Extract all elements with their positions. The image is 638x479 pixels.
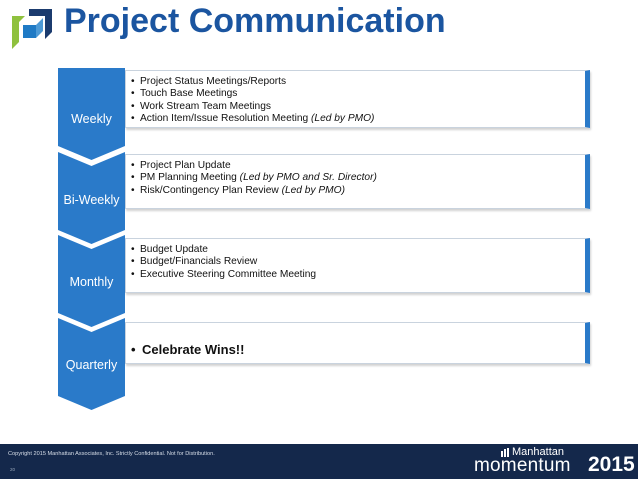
list-item: [131, 172, 585, 184]
event-year: 2015: [588, 453, 635, 476]
list-item-text: Project Status Meetings/Reports: [140, 76, 287, 87]
list-item-text: Executive Steering Committee Meeting: [140, 268, 317, 280]
stage-box-3: [125, 322, 590, 364]
stage-box-1: [125, 154, 590, 209]
list-item: [131, 185, 585, 197]
list-item: [131, 160, 585, 172]
list-item: [131, 76, 585, 88]
stage-label: Bi-Weekly: [63, 193, 120, 207]
stage-item-list: [126, 71, 585, 126]
list-item: [131, 256, 585, 268]
stage-label: Weekly: [71, 112, 112, 126]
list-item: [131, 88, 585, 100]
list-item-note: (Led by PMO and Sr. Director): [239, 172, 377, 184]
list-item: [131, 342, 585, 358]
product-name: momentum: [474, 455, 571, 476]
stage-chevron-0: [58, 68, 125, 160]
list-item-text: Budget Update: [140, 244, 208, 255]
list-item-text: Celebrate Wins!!: [142, 342, 245, 357]
list-item-text: PM Planning Meeting: [140, 172, 240, 184]
stage-box-0: [125, 70, 590, 128]
footer-bar: [0, 444, 638, 479]
list-item-text: Touch Base Meetings: [140, 88, 238, 100]
list-item-text: Risk/Contingency Plan Review: [140, 184, 282, 196]
list-item-text: Project Plan Update: [140, 160, 231, 171]
list-item: [131, 244, 585, 256]
list-item-note: (Led by PMO): [281, 184, 345, 196]
stage-box-2: [125, 238, 590, 293]
brand-name: Manhattan: [512, 446, 564, 458]
list-item-note: (Led by PMO): [311, 113, 375, 125]
list-item-text: Budget/Financials Review: [140, 256, 258, 268]
copyright-text: Copyright 2015 Manhattan Associates, Inc. Strictly Confidential. Not for Distribution.: [8, 451, 215, 457]
stage-item-list: [126, 155, 585, 197]
stage-chevron-2: [58, 235, 125, 327]
stage-item-list: [126, 337, 585, 358]
list-item: [131, 113, 585, 125]
page-title: Project Communication: [64, 2, 446, 40]
list-item: [131, 269, 585, 281]
page-number: 20: [10, 467, 16, 472]
list-item: [131, 101, 585, 113]
list-item-text: Action Item/Issue Resolution Meeting: [140, 113, 312, 125]
stage-label: Monthly: [69, 275, 114, 289]
list-item-text: Work Stream Team Meetings: [140, 100, 271, 112]
stage-chevron-3: [58, 318, 125, 410]
stage-item-list: [126, 239, 585, 281]
stage-label: Quarterly: [65, 358, 118, 372]
stage-chevron-1: [58, 152, 125, 244]
